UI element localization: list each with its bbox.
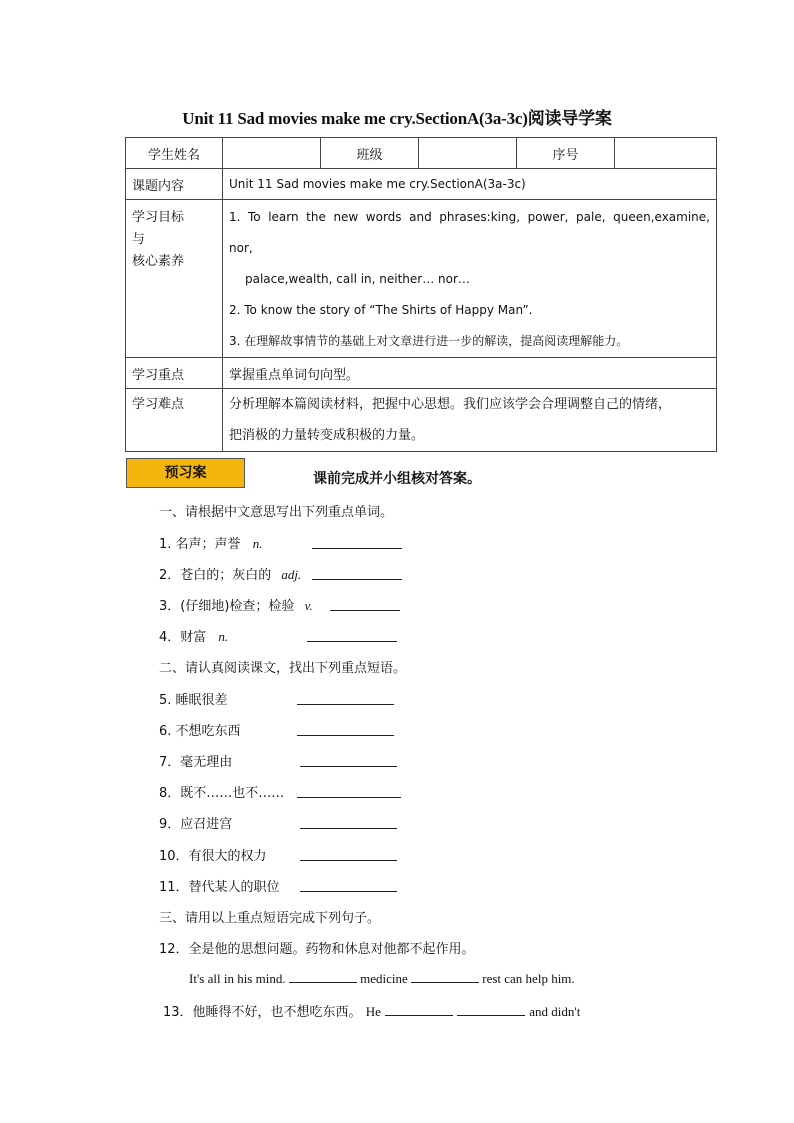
- preview-note: 课前完成并小组核对答案。: [313, 471, 481, 487]
- vocab-pos: n.: [218, 629, 229, 644]
- goals-content: [223, 200, 717, 358]
- answer-blank-5[interactable]: [297, 704, 394, 705]
- vocab-pos: v.: [304, 598, 313, 613]
- goals-label-line: 学习目标: [132, 210, 185, 225]
- topic-value: Unit 11 Sad movies make me cry.SectionA(3a-3c): [223, 169, 717, 200]
- vocab-text: 1. 名声；声誉: [159, 537, 241, 552]
- vocab-text: 3．(仔细地)检查；检验: [159, 599, 295, 614]
- student-name-label: 学生姓名: [126, 138, 223, 169]
- answer-blank-12b[interactable]: [411, 970, 479, 983]
- phrase-item: 10．有很大的权力: [159, 849, 267, 864]
- key-label: 学习重点: [126, 358, 223, 389]
- phrase-item: 9．应召进宫: [159, 817, 233, 832]
- sentence-text: and didn't: [529, 1004, 581, 1019]
- difficulty-content: [223, 389, 717, 452]
- vocab-item-1: [159, 533, 262, 552]
- answer-blank-3[interactable]: [330, 610, 400, 611]
- key-value: 掌握重点单词句向型。: [223, 358, 717, 389]
- vocab-text: 2．苍白的；灰白的: [159, 568, 272, 583]
- vocab-pos: adj.: [281, 567, 302, 582]
- class-field[interactable]: [419, 138, 517, 169]
- class-label: 班级: [321, 138, 419, 169]
- goal-3: 3. 在理解故事情节的基础上对文章进行进一步的解读，提高阅读理解能力。: [229, 334, 629, 348]
- answer-blank-2[interactable]: [312, 579, 402, 580]
- sentence-text: He: [365, 1004, 381, 1019]
- vocab-item-4: [159, 626, 228, 645]
- seat-label: 序号: [517, 138, 615, 169]
- vocab-text: 4．财富: [159, 630, 207, 645]
- question-12: 12．全是他的思想问题。药物和休息对他都不起作用。: [159, 942, 475, 957]
- page-title: Unit 11 Sad movies make me cry.SectionA(3a-3c)阅读导学案: [182, 109, 612, 128]
- phrase-item: 5. 睡眠很差: [159, 693, 228, 708]
- answer-blank-4[interactable]: [307, 641, 397, 642]
- topic-label: 课题内容: [126, 169, 223, 200]
- answer-blank-1[interactable]: [312, 548, 402, 549]
- goal-1: 1. To learn the new words and phrases:king, power, pale, queen,examine, nor,: [229, 210, 710, 255]
- preview-badge: 预习案: [126, 458, 245, 488]
- question-13: [163, 1001, 580, 1020]
- goals-label: [126, 200, 223, 358]
- vocab-item-2: [159, 564, 301, 583]
- answer-blank-11[interactable]: [300, 891, 397, 892]
- vocab-pos: n.: [252, 536, 263, 551]
- sentence-text: It's all in his mind.: [189, 971, 286, 986]
- question-13-cn: 13．他睡得不好，也不想吃东西。: [163, 1005, 362, 1020]
- answer-blank-6[interactable]: [297, 735, 394, 736]
- goals-label-line: 核心素养: [132, 254, 185, 269]
- answer-blank-10[interactable]: [300, 860, 397, 861]
- section2-heading: 二、请认真阅读课文，找出下列重点短语。: [159, 661, 407, 676]
- goal-1-cont: palace,wealth, call in, neither… nor…: [245, 272, 470, 286]
- answer-blank-8[interactable]: [297, 797, 401, 798]
- phrase-item: 6. 不想吃东西: [159, 724, 241, 739]
- answer-blank-13b[interactable]: [457, 1003, 525, 1016]
- difficulty-label: 学习难点: [126, 389, 223, 452]
- phrase-item: 7．毫无理由: [159, 755, 233, 770]
- answer-blank-12a[interactable]: [289, 970, 357, 983]
- answer-blank-13a[interactable]: [385, 1003, 453, 1016]
- answer-blank-9[interactable]: [300, 828, 397, 829]
- info-table: [125, 137, 717, 452]
- sentence-text: medicine: [360, 971, 408, 986]
- phrase-item: 8．既不……也不……: [159, 786, 285, 801]
- student-name-field[interactable]: [223, 138, 321, 169]
- vocab-item-3: [159, 595, 313, 614]
- answer-blank-7[interactable]: [300, 766, 397, 767]
- phrase-item: 11．替代某人的职位: [159, 880, 280, 895]
- section3-heading: 三、请用以上重点短语完成下列句子。: [159, 911, 381, 926]
- sentence-text: rest can help him.: [482, 971, 575, 986]
- difficulty-line: 把消极的力量转变成积极的力量。: [229, 428, 425, 443]
- goals-label-line: 与: [132, 232, 146, 247]
- goal-2: 2. To know the story of “The Shirts of Happy Man”.: [229, 303, 533, 317]
- seat-field[interactable]: [615, 138, 717, 169]
- difficulty-line: 分析理解本篇阅读材料，把握中心思想。我们应该学会合理调整自己的情绪，: [229, 397, 672, 412]
- section1-heading: 一、请根据中文意思写出下列重点单词。: [159, 505, 394, 520]
- question-12-sentence: [189, 970, 575, 987]
